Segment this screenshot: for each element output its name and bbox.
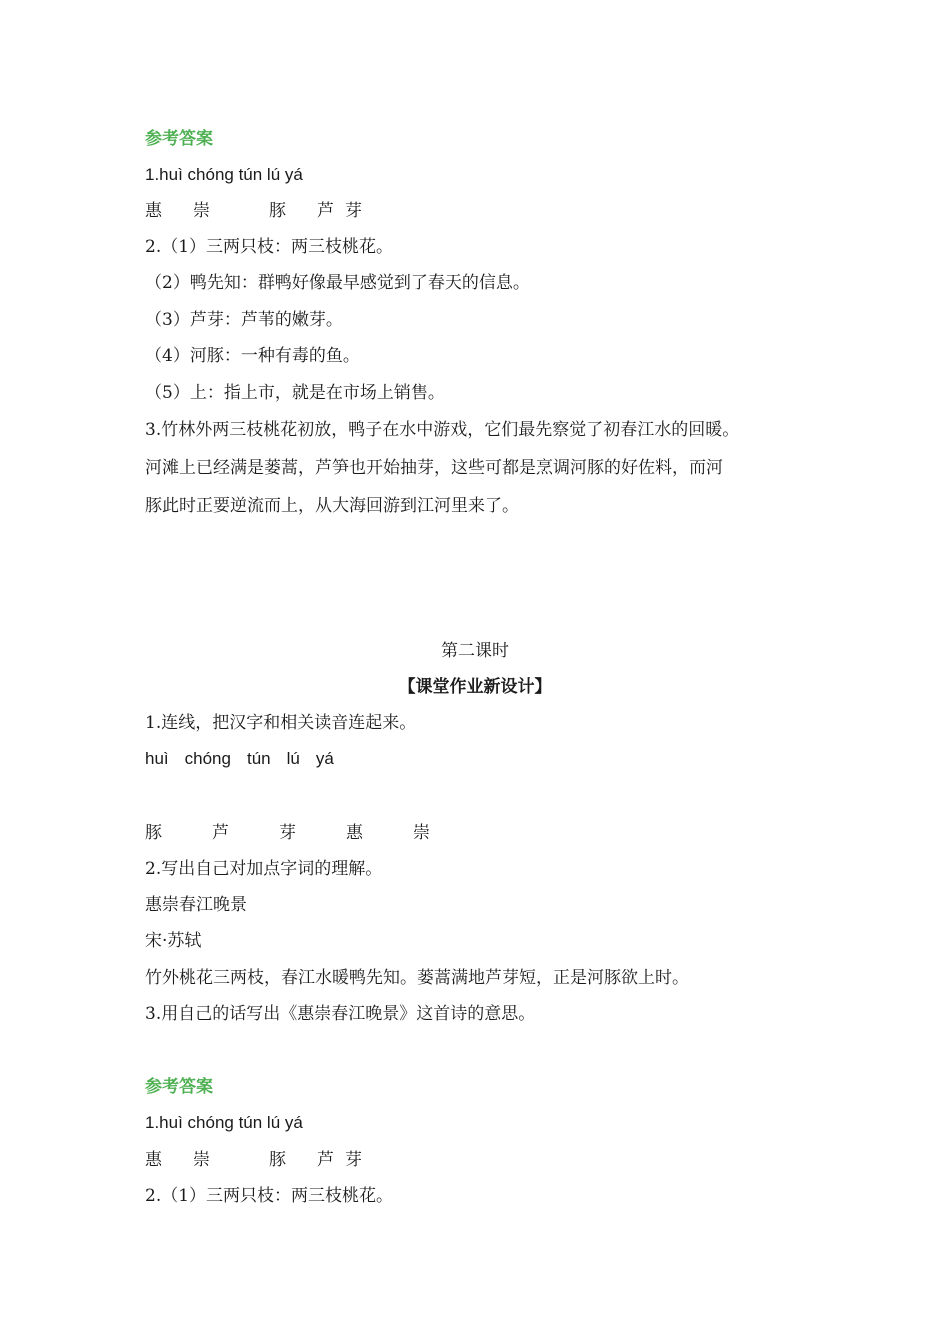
char-lu: 芦	[317, 1150, 334, 1170]
poem-title: 惠崇春江晚景	[145, 895, 247, 915]
answer-q3-line1: 3.竹林外两三枝桃花初放，鸭子在水中游戏，它们最先察觉了初春江水的回暖。	[145, 420, 740, 440]
char-tun: 豚	[269, 201, 286, 221]
answer-q2-2: （2）鸭先知：群鸭好像最早感觉到了春天的信息。	[145, 273, 530, 293]
answer-q3-line3: 豚此时正要逆流而上，从大海回游到江河里来了。	[145, 496, 519, 516]
char-hui: 惠	[346, 823, 363, 843]
answer-q3-line2: 河滩上已经满是蒌蒿，芦笋也开始抽芽，这些可都是烹调河豚的好佐料，而河	[145, 458, 723, 478]
char-ya: 芽	[345, 1150, 362, 1170]
char-chong: 崇	[193, 201, 210, 221]
pinyin-hui: huì	[145, 749, 169, 768]
answer-q2-1: 2.（1）三两只枝：两三枝桃花。	[145, 237, 394, 257]
exercise-q1: 1.连线，把汉字和相关读音连起来。	[145, 713, 417, 733]
poem-author: 宋·苏轼	[145, 931, 202, 951]
char-chong: 崇	[193, 1150, 210, 1170]
pinyin-lu: lú	[286, 749, 300, 768]
exercise-pinyin-row	[145, 747, 350, 771]
char-tun: 豚	[269, 1150, 286, 1170]
pinyin-ya: yá	[315, 749, 334, 768]
char-lu: 芦	[212, 823, 229, 843]
answer-q2-5: （5）上：指上市，就是在市场上销售。	[145, 383, 445, 403]
exercise-q3: 3.用自己的话写出《惠崇春江晚景》这首诗的意思。	[145, 1004, 536, 1024]
pinyin-chong: chóng	[184, 749, 231, 768]
lesson-title: 第二课时	[441, 641, 509, 661]
char-lu: 芦	[317, 201, 334, 221]
char-chong: 崇	[413, 823, 430, 843]
pinyin-tun: tún	[246, 749, 271, 768]
char-hui: 惠	[145, 201, 162, 221]
exercise-q2: 2.写出自己对加点字词的理解。	[145, 859, 383, 879]
answer-q1-pinyin: 1.huì chóng tún lú yá	[145, 165, 303, 184]
poem-text: 竹外桃花三两枝，春江水暖鸭先知。蒌蒿满地芦芽短，正是河豚欲上时。	[145, 968, 689, 988]
char-hui: 惠	[145, 1150, 162, 1170]
answer-q2-3: （3）芦芽：芦苇的嫩芽。	[145, 310, 343, 330]
char-ya: 芽	[345, 201, 362, 221]
answer2-q2-1: 2.（1）三两只枝：两三枝桃花。	[145, 1186, 394, 1206]
answer2-q1-pinyin: 1.huì chóng tún lú yá	[145, 1113, 303, 1132]
answer-heading-2: 参考答案	[145, 1077, 213, 1097]
char-ya: 芽	[279, 823, 296, 843]
char-tun: 豚	[145, 823, 162, 843]
lesson-subtitle: 【课堂作业新设计】	[398, 677, 552, 697]
answer-q2-4: （4）河豚：一种有毒的鱼。	[145, 346, 360, 366]
answer-heading: 参考答案	[145, 129, 213, 149]
